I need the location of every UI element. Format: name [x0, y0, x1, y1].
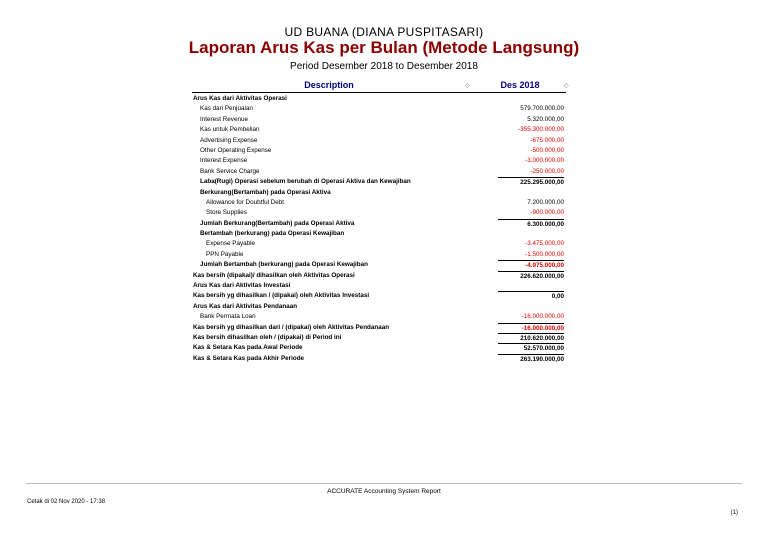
table-row [192, 239, 566, 249]
footer-print-date: Cetak di 02 Nov 2020 - 17:38 [27, 499, 106, 505]
row-label: Arus Kas dari Aktivitas Operasi [193, 95, 287, 102]
table-row [192, 281, 566, 291]
row-amount: -4.975.000,00 [498, 260, 564, 271]
row-amount: 52.570.000,00 [498, 343, 564, 354]
row-amount: 225.295.000,00 [498, 177, 564, 188]
month-column-header[interactable]: Des 2018 [500, 80, 540, 90]
row-amount: 7.200.000,00 [527, 198, 564, 206]
table-row [192, 156, 566, 166]
table-row [192, 94, 566, 104]
report-period: Period Desember 2018 to Desember 2018 [290, 61, 478, 72]
row-label: Jumlah Berkurang(Bertambah) pada Operasi Aktiva [200, 219, 355, 227]
cash-flow-table [192, 94, 566, 364]
row-amount: 5.320.000,00 [527, 115, 564, 123]
row-label: Other Operating Expense [200, 146, 272, 154]
row-label: Bank Service Charge [200, 167, 260, 175]
row-amount: -250.000,00 [530, 167, 564, 175]
description-column-header[interactable]: Description [304, 80, 354, 90]
row-label: Kas & Setara Kas pada Awal Periode [193, 344, 303, 352]
table-row [192, 208, 566, 218]
row-label: Bertambah (berkurang) pada Operasi Kewajiban [200, 230, 345, 238]
row-amount: 579.700.000,00 [520, 105, 564, 113]
row-amount: -675.000,00 [530, 136, 564, 144]
row-amount: -500.000,00 [530, 146, 564, 154]
table-row [192, 302, 566, 312]
table-row [192, 323, 566, 333]
row-label: Store Supplies [206, 209, 247, 217]
row-label: Interest Expense [200, 157, 248, 165]
table-row [192, 219, 566, 229]
row-label: Kas bersih yg dihasilkan dari / (dipakai) oleh Aktivitas Pendanaan [193, 323, 390, 331]
row-label: Berkurang(Bertambah) pada Operasi Aktiva [200, 188, 331, 196]
row-label: Kas bersih (dipakai)/ dihasilkan oleh Aktivitas Operasi [193, 271, 355, 279]
row-label: Kas bersih dihasilkan oleh / (dipakai) di Period ini [193, 333, 342, 341]
row-label: Kas bersih yg dihasilkan / (dipakai) oleh Aktivitas Investasi [193, 292, 370, 300]
table-row [192, 198, 566, 208]
row-label: Advertising Expense [200, 136, 258, 144]
report-title: Laporan Arus Kas per Bulan (Metode Langsung) [188, 38, 580, 57]
row-amount: 226.620.000,00 [498, 271, 564, 282]
diamond-sort-icon[interactable]: ◇ [465, 83, 470, 89]
row-label: Kas dari Penjualan [200, 105, 253, 113]
table-row [192, 333, 566, 343]
footer-system-name: ACCURATE Accounting System Report [327, 488, 441, 495]
table-row [192, 343, 566, 353]
table-row [192, 115, 566, 125]
row-label: Arus Kas dari Aktivitas Investasi [193, 282, 291, 290]
footer-page-number: (1) [730, 510, 738, 516]
row-label: Expense Payable [206, 240, 256, 248]
table-row [192, 354, 566, 364]
table-row [192, 146, 566, 156]
row-label: Allowance for Doubtful Debt [206, 198, 285, 206]
footer-divider [26, 483, 742, 484]
row-amount: -900.000,00 [530, 209, 564, 217]
table-row [192, 104, 566, 114]
row-amount: -1.500.000,00 [525, 250, 564, 258]
row-amount: -3.000.000,00 [525, 157, 564, 165]
row-label: Kas untuk Pembelian [200, 126, 260, 134]
table-row [192, 260, 566, 270]
company-name: UD BUANA (DIANA PUSPITASARI) [284, 25, 484, 39]
header-divider [192, 92, 566, 93]
row-label: Interest Revenue [200, 115, 248, 123]
row-amount: 0,00 [498, 291, 564, 302]
table-row [192, 188, 566, 198]
row-label: Jumlah Bertambah (berkurang) pada Operasi Kewajiban [200, 261, 368, 269]
table-row [192, 271, 566, 281]
row-label: Arus Kas dari Aktivitas Pendanaan [193, 302, 298, 310]
row-amount: 6.300.000,00 [498, 219, 564, 230]
table-row [192, 177, 566, 187]
row-amount: -16.000.000,00 [521, 313, 564, 321]
table-row [192, 136, 566, 146]
row-label: Kas & Setara Kas pada Akhir Periode [193, 354, 305, 362]
row-label: PPN Payable [206, 250, 244, 258]
row-amount: 263.190.000,00 [498, 354, 564, 365]
row-amount: 210.620.000,00 [498, 333, 564, 344]
row-amount: -3.475.000,00 [525, 240, 564, 248]
diamond-sort-icon[interactable]: ◇ [564, 83, 569, 89]
table-row [192, 125, 566, 135]
table-row [192, 291, 566, 301]
table-row [192, 312, 566, 322]
row-label: Laba(Rugi) Operasi sebelum berubah di Operasi Aktiva dan Kewajiban [200, 178, 411, 186]
row-amount: -355.300.000,00 [518, 126, 564, 134]
row-amount: -16.000.000,00 [498, 323, 564, 334]
row-label: Bank Permata Loan [200, 313, 256, 321]
table-row [192, 250, 566, 260]
table-row [192, 229, 566, 239]
table-row [192, 167, 566, 177]
